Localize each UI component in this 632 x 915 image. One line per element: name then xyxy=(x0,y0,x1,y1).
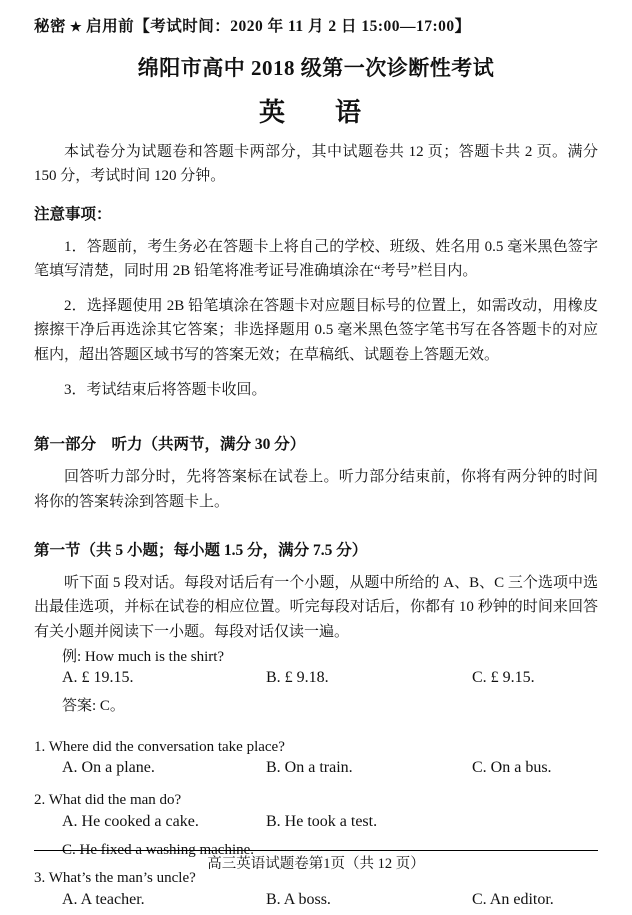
notice-item-1: 1．答题前，考生务必在答题卡上将自己的学校、班级、姓名用 0.5 毫米黑色签字笔填写清楚，同时用 2B 铅笔将准考证号准确填涂在“考号”栏目内。 xyxy=(34,238,598,279)
notice-heading: 注意事项： xyxy=(34,205,112,223)
question-2-option-b[interactable]: B. He took a test. xyxy=(266,812,378,830)
example-options xyxy=(34,669,598,693)
notice-item-2: 2．选择题使用 2B 铅笔填涂在答题卡对应题目标号的位置上，如需改动，用橡皮擦擦干净后再选涂其它答案；非选择题用 0.5 毫米黑色签字笔书写在各答题卡的对应框内，超出答题区域书写的答案无效；在草稿纸、试题卷上答题无效。 xyxy=(34,298,598,363)
question-1-option-a[interactable]: A. On a plane. xyxy=(62,759,155,777)
question-2-option-c[interactable]: C. He fixed a washing machine. xyxy=(62,841,255,858)
example-question xyxy=(34,646,598,669)
question-1-option-c[interactable]: C. On a bus. xyxy=(472,759,552,777)
paper-header xyxy=(34,14,598,36)
question-1-stem: Where did the conversation take place? xyxy=(48,738,285,755)
footer-divider xyxy=(34,850,598,851)
question-2-stem: What did the man do? xyxy=(48,792,182,809)
question-1-options xyxy=(34,759,598,783)
question-2-number: 2. xyxy=(34,792,46,809)
question-2-option-a[interactable]: A. He cooked a cake. xyxy=(62,812,199,830)
example-question-text: How much is the shirt? xyxy=(84,648,225,665)
page-footer: 高三英语试题卷第1页（共 12 页） xyxy=(207,856,425,872)
subject-title: 英 语 xyxy=(258,98,373,127)
example-option-a[interactable]: A. £ 19.15. xyxy=(62,669,134,687)
question-1-option-b[interactable]: B. On a train. xyxy=(266,759,353,777)
exam-time-label: 【考试时间：2020 年 11 月 2 日 15:00—17:00】 xyxy=(134,18,471,35)
before-use-label: 启用前 xyxy=(86,18,135,35)
notice-item-3: 3．考试结束后将答题卡收回。 xyxy=(64,382,267,399)
part-one-description: 回答听力部分时，先将答案标在试卷上。听力部分结束前，你将有两分钟的时间将你的答案转涂到答题卡上。 xyxy=(34,469,598,510)
question-3-number: 3. xyxy=(34,870,46,887)
intro-paragraph: 本试卷分为试题卷和答题卡两部分，其中试题卷共 12 页；答题卡共 2 页。满分 150 分，考试时间 120 分钟。 xyxy=(34,144,598,185)
question-3-option-a[interactable]: A. A teacher. xyxy=(62,890,145,908)
part-one-heading: 第一部分 听力（共两节，满分 30 分） xyxy=(34,436,306,454)
section-one-description: 听下面 5 段对话。每段对话后有一个小题，从题中所给的 A、B、C 三个选项中选出最佳选项，并标在试卷的相应位置。听完每段对话后，你都有 10 秒钟的时间来回答有关小题并阅读下一小题。每段对话仅读一遍。 xyxy=(34,574,598,640)
example-option-b[interactable]: B. £ 9.18. xyxy=(266,669,329,687)
secret-label: 秘密 xyxy=(34,18,67,35)
section-one-heading: 第一节（共 5 小题；每小题 1.5 分，满分 7.5 分） xyxy=(34,541,368,559)
question-1 xyxy=(34,736,598,759)
example-answer: 答案: C。 xyxy=(62,698,125,715)
question-3-stem: What’s the man’s uncle? xyxy=(48,870,196,887)
example-label: 例: xyxy=(62,648,82,665)
question-2 xyxy=(34,789,598,812)
question-2-options-row xyxy=(34,813,598,837)
example-option-c[interactable]: C. £ 9.15. xyxy=(472,669,535,687)
question-1-number: 1. xyxy=(34,738,46,755)
question-3-options xyxy=(34,891,598,915)
question-3-option-b[interactable]: B. A boss. xyxy=(266,890,331,908)
star-icon: ★ xyxy=(70,19,83,34)
question-3-option-c[interactable]: C. An editor. xyxy=(472,890,554,908)
page-title: 绵阳市高中 2018 级第一次诊断性考试 xyxy=(137,56,495,80)
